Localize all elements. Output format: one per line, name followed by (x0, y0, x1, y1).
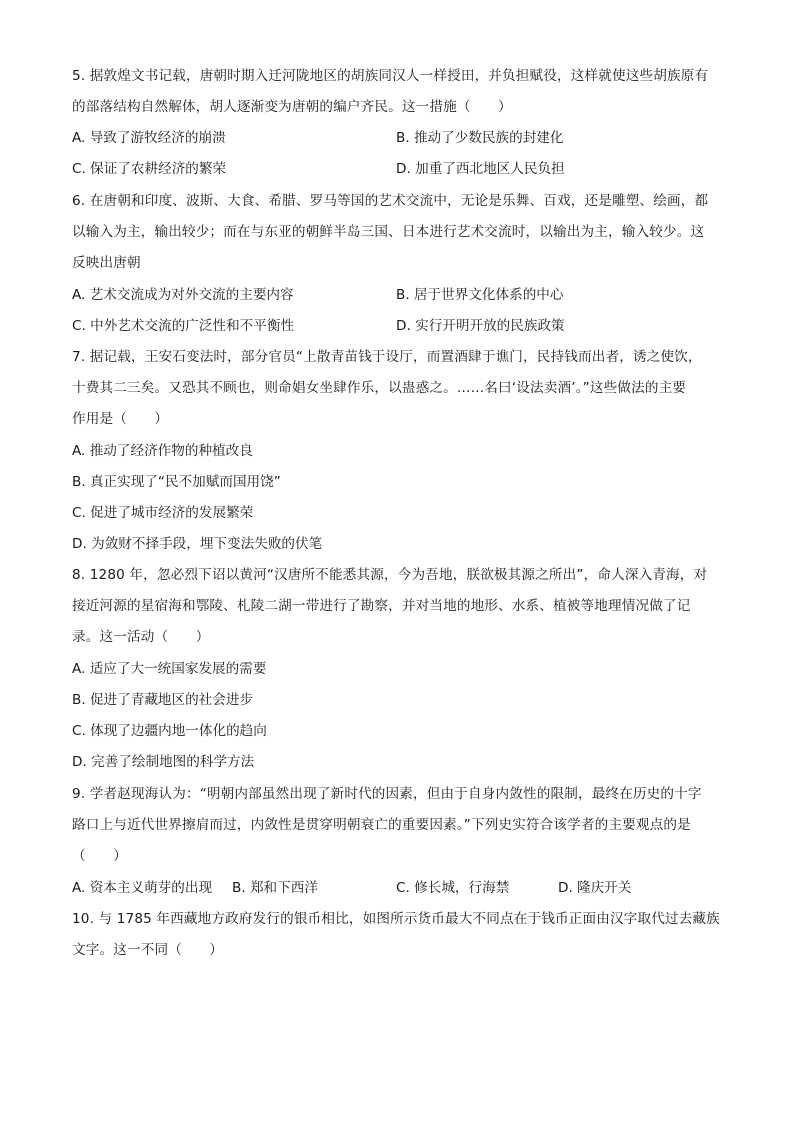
question-7-option-c: C. 促进了城市经济的发展繁荣 (72, 505, 254, 521)
question-9-line-3: （ ） (72, 848, 127, 864)
question-7-line-1: 7. 据记载，王安石变法时，部分官员“上散青苗钱于设厅，而置酒肆于谯门，民持钱而出者，诱之使饮， (72, 349, 702, 365)
question-8-line-2: 接近河源的星宿海和鄂陵、札陵二湖一带进行了勘察，并对当地的地形、水系、植被等地理情况做了记 (72, 598, 691, 614)
question-6-option-c: C. 中外艺术交流的广泛性和不平衡性 (72, 318, 295, 334)
question-8-option-b: B. 促进了青藏地区的社会进步 (72, 692, 254, 708)
question-6-option-b: B. 居于世界文化体系的中心 (396, 287, 564, 303)
question-8-option-d: D. 完善了绘制地图的科学方法 (72, 754, 255, 770)
question-5-line-2: 的部落结构自然解体，胡人逐渐变为唐朝的编户齐民。这一措施（ ） (72, 99, 512, 115)
question-10-line-1: 10. 与 1785 年西藏地方政府发行的银币相比，如图所示货币最大不同点在于钱币正面由汉字取代过去藏族 (72, 911, 720, 927)
question-5-line-1: 5. 据敦煌文书记载，唐朝时期入迁河陇地区的胡族同汉人一样授田，并负担赋役，这样就使这些胡族原有 (72, 68, 709, 84)
question-9-option-b: B. 郑和下西洋 (232, 880, 318, 896)
question-5-option-d: D. 加重了西北地区人民负担 (396, 161, 565, 177)
question-9-option-c: C. 修长城，行海禁 (396, 880, 510, 896)
question-7-option-d: D. 为敛财不择手段，埋下变法失败的伏笔 (72, 536, 323, 552)
question-10-line-2: 文字。这一不同（ ） (72, 942, 224, 958)
question-6-line-3: 反映出唐朝 (72, 255, 141, 271)
question-9-option-a: A. 资本主义萌芽的出现 (72, 880, 213, 896)
question-6-line-2: 以输入为主，输出较少；而在与东亚的朝鲜半岛三国、日本进行艺术交流时，以输出为主，输入较少。这 (72, 224, 705, 240)
question-7-option-b: B. 真正实现了“民不加赋而国用饶” (72, 474, 281, 490)
question-8-line-1: 8. 1280 年，忽必烈下诏以黄河“汉唐所不能悉其源，今为吾地，朕欲极其源之所出”，命人深入青海，对 (72, 567, 708, 583)
question-5-option-a: A. 导致了游牧经济的崩溃 (72, 130, 226, 146)
question-7-line-2: 十费其二三矣。又恐其不顾也，则命娼女坐肆作乐，以蛊惑之。……名曰‘设法卖酒’。”这些做法的主要 (72, 380, 687, 396)
question-6-option-d: D. 实行开明开放的民族政策 (396, 318, 565, 334)
question-8-line-3: 录。这一活动（ ） (72, 629, 210, 645)
question-9-line-1: 9. 学者赵现海认为：“明朝内部虽然出现了新时代的因素，但由于自身内敛性的限制，最终在历史的十字 (72, 786, 702, 802)
question-6-line-1: 6. 在唐朝和印度、波斯、大食、希腊、罗马等国的艺术交流中，无论是乐舞、百戏，还是雕塑、绘画，都 (72, 193, 709, 209)
question-8-option-c: C. 体现了边疆内地一体化的趋向 (72, 723, 267, 739)
question-9-line-2: 路口上与近代世界擦肩而过，内敛性是贯穿明朝衰亡的重要因素。”下列史实符合该学者的主要观点的是 (72, 817, 691, 833)
question-7-option-a: A. 推动了经济作物的种植改良 (72, 443, 253, 459)
question-9-option-d: D. 隆庆开关 (558, 880, 632, 896)
question-6-option-a: A. 艺术交流成为对外交流的主要内容 (72, 287, 294, 303)
question-7-line-3: 作用是（ ） (72, 411, 169, 427)
question-5-option-b: B. 推动了少数民族的封建化 (396, 130, 564, 146)
question-5-option-c: C. 保证了农耕经济的繁荣 (72, 161, 227, 177)
question-8-option-a: A. 适应了大一统国家发展的需要 (72, 661, 267, 677)
